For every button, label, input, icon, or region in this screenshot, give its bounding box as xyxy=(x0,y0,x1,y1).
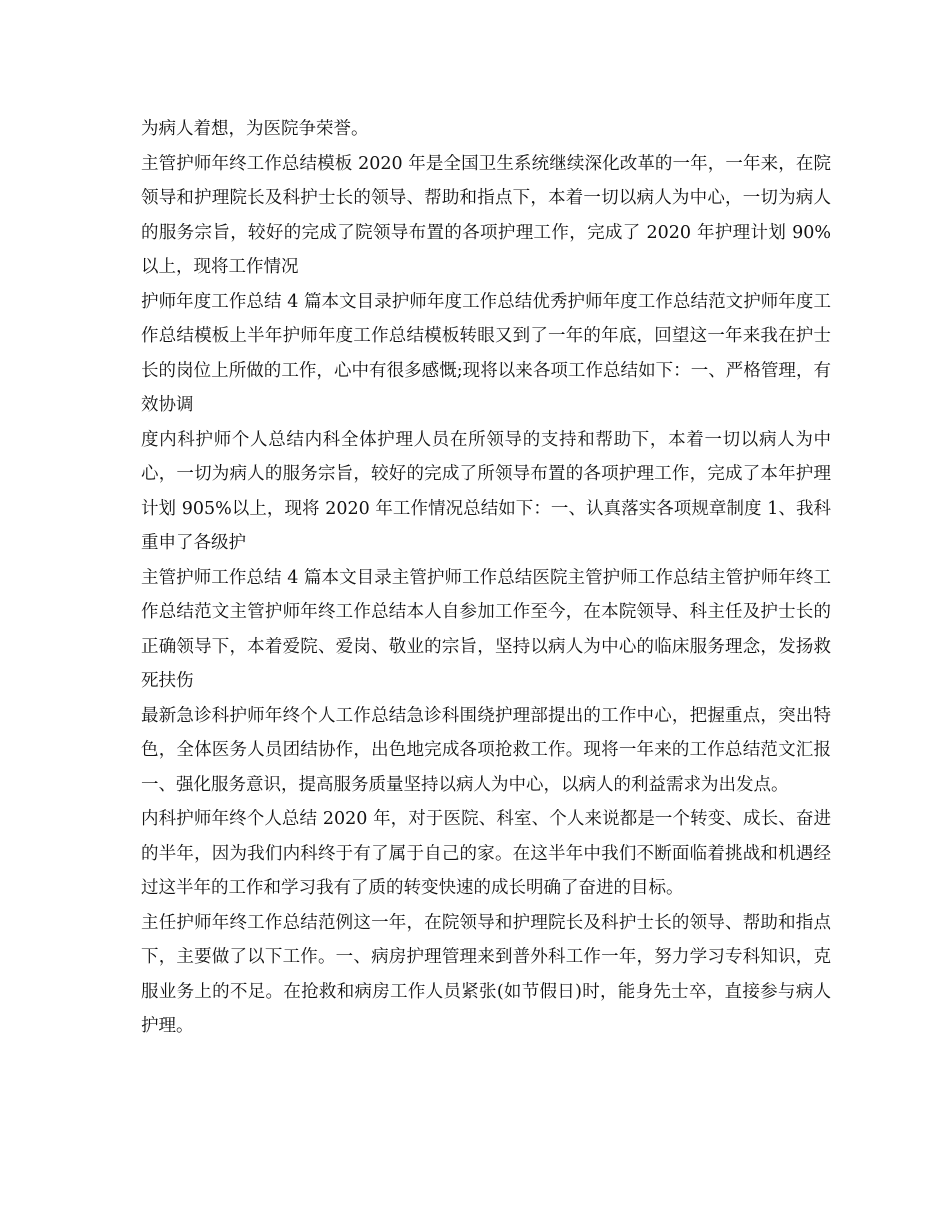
paragraph-6: 最新急诊科护师年终个人工作总结急诊科围绕护理部提出的工作中心，把握重点，突出特色，全体医务人员团结协作，出色地完成各项抢救工作。现将一年来的工作总结范文汇报一、强化服务意识，提高服务质量坚持以病人为中心，以病人的利益需求为出发点。 xyxy=(141,705,831,795)
paragraph-3: 护师年度工作总结 4 篇本文目录护师年度工作总结优秀护师年度工作总结范文护师年度工作总结模板上半年护师年度工作总结模板转眼又到了一年的年底，回望这一年来我在护士长的岗位上所做的工作，心中有很多感慨;现将以来各项工作总结如下：一、严格管理，有效协调 xyxy=(141,291,831,415)
paragraph-4: 度内科护师个人总结内科全体护理人员在所领导的支持和帮助下，本着一切以病人为中心，一切为病人的服务宗旨，较好的完成了所领导布置的各项护理工作，完成了本年护理计划 905%以上，现将 2020 年工作情况总结如下：一、认真落实各项规章制度 1、我科重申了各级护 xyxy=(141,429,831,553)
document-body xyxy=(141,112,831,1044)
paragraph-7: 内科护师年终个人总结 2020 年，对于医院、科室、个人来说都是一个转变、成长、奋进的半年，因为我们内科终于有了属于自己的家。在这半年中我们不断面临着挑战和机遇经过这半年的工作和学习我有了质的转变快速的成长明确了奋进的目标。 xyxy=(141,809,831,898)
paragraph-1: 为病人着想，为医院争荣誉。 xyxy=(141,119,369,139)
paragraph-8: 主任护师年终工作总结范例这一年，在院领导和护理院长及科护士长的领导、帮助和指点下，主要做了以下工作。一、病房护理管理来到普外科工作一年，努力学习专科知识，克服业务上的不足。在抢救和病房工作人员紧张(如节假日)时，能身先士卒，直接参与病人护理。 xyxy=(141,912,831,1036)
paragraph-2: 主管护师年终工作总结模板 2020 年是全国卫生系统继续深化改革的一年，一年来，在院领导和护理院长及科护士长的领导、帮助和指点下，本着一切以病人为中心，一切为病人的服务宗旨，较好的完成了院领导布置的各项护理工作，完成了 2020 年护理计划 90%以上，现将工作情况 xyxy=(141,153,831,277)
paragraph-5: 主管护师工作总结 4 篇本文目录主管护师工作总结医院主管护师工作总结主管护师年终工作总结范文主管护师年终工作总结本人自参加工作至今，在本院领导、科主任及护士长的正确领导下，本着爱院、爱岗、敬业的宗旨，坚持以病人为中心的临床服务理念，发扬救死扶伤 xyxy=(141,567,831,691)
